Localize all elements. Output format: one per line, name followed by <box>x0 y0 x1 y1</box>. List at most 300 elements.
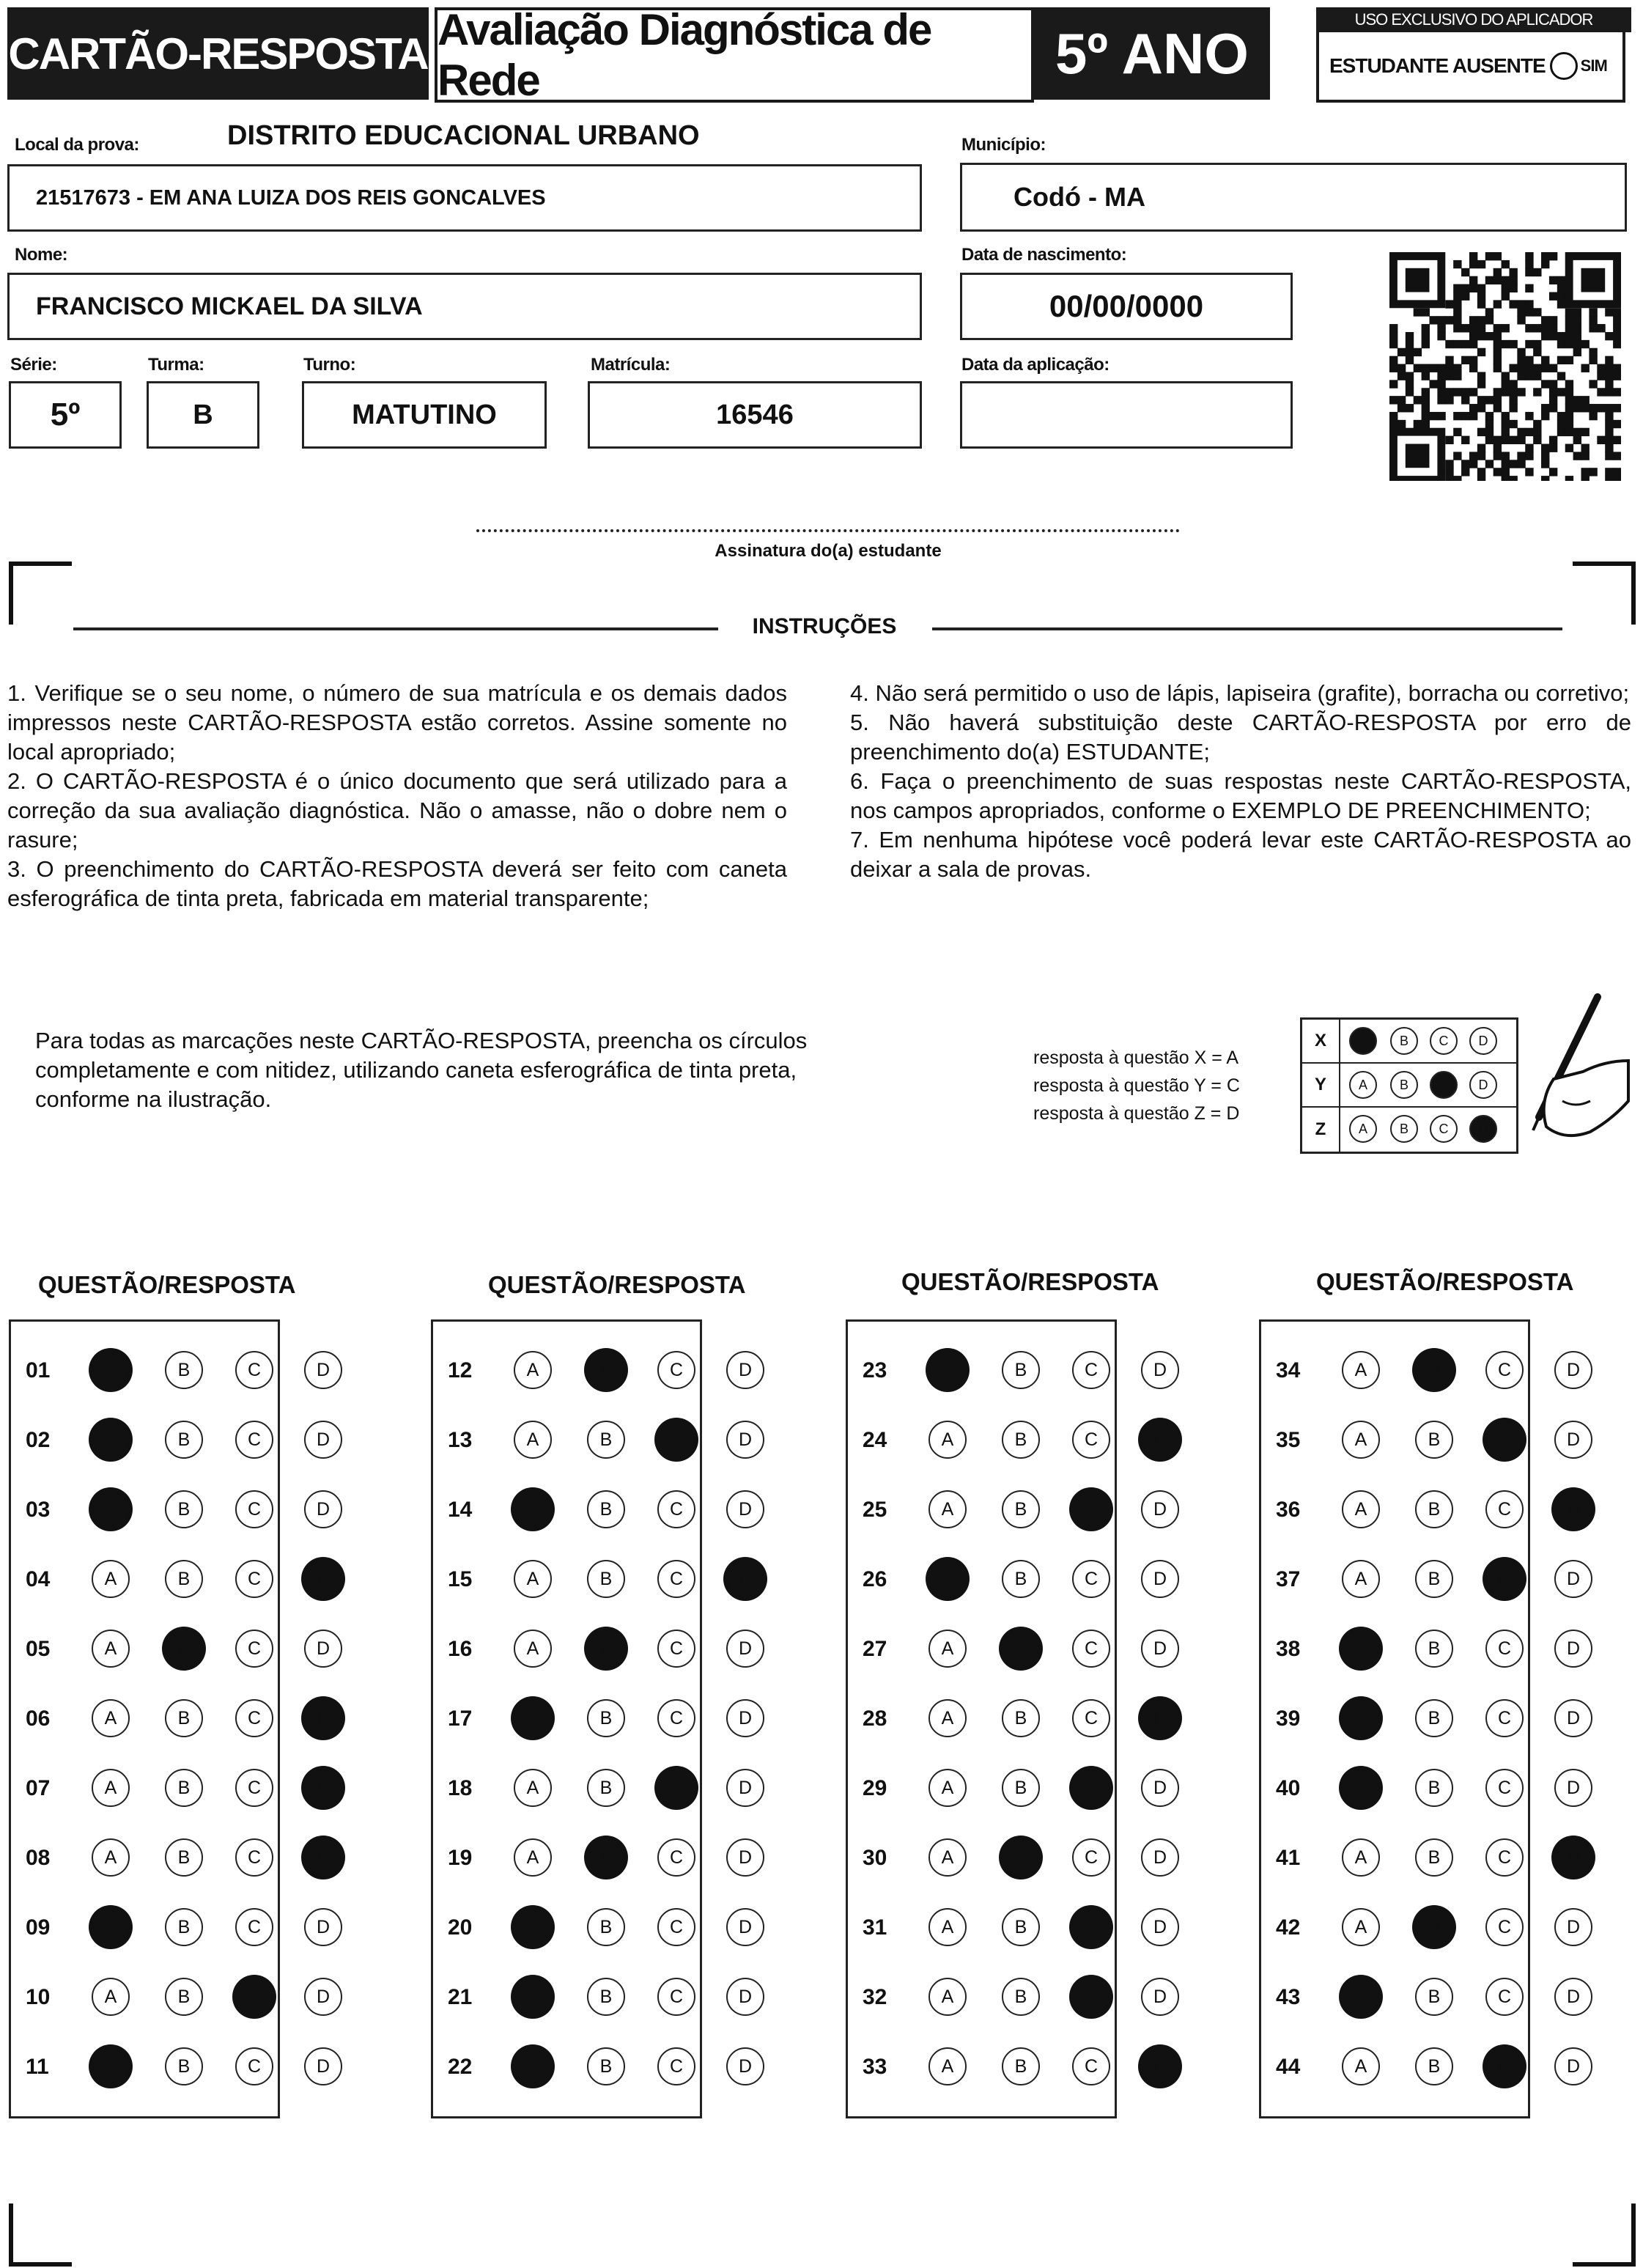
example-bubble-a: A <box>1349 1071 1377 1099</box>
instructions-title: INSTRUÇÕES <box>752 614 897 638</box>
pen-hand-icon <box>1495 991 1634 1152</box>
turno-label: Turno: <box>303 355 356 375</box>
example-line: resposta à questão Z = D <box>1033 1103 1240 1124</box>
answer-bubble-37-c[interactable]: C <box>1485 1560 1524 1598</box>
local-value: 21517673 - EM ANA LUIZA DOS REIS GONCALVES <box>36 185 546 210</box>
grade-banner: 5º ANO <box>1034 7 1270 100</box>
answer-row-06 <box>11 1686 331 1755</box>
matricula-value: 16546 <box>716 399 794 430</box>
question-number: 42 <box>1276 1915 1301 1940</box>
answer-bubble-10-b[interactable]: B <box>165 1978 203 2016</box>
answer-bubble-12-b[interactable]: B <box>587 1351 625 1389</box>
absent-checkbox[interactable] <box>1550 52 1578 80</box>
question-number: 17 <box>448 1706 473 1731</box>
answer-row-09 <box>11 1895 331 1964</box>
example-bubble-c: C <box>1430 1027 1458 1055</box>
local-label: Local da prova: <box>15 135 139 155</box>
answer-bubble-14-c[interactable]: C <box>657 1490 695 1528</box>
absent-label: ESTUDANTE AUSENTE <box>1329 54 1546 77</box>
example-bubble-a: A <box>1349 1027 1377 1055</box>
signature-label: Assinatura do(a) estudante <box>715 541 942 561</box>
answer-bubble-07-d[interactable]: D <box>304 1769 342 1807</box>
panel-title-2: QUESTÃO/RESPOSTA <box>488 1271 746 1298</box>
answer-row-31 <box>848 1895 1167 1964</box>
answer-bubble-06-d[interactable]: D <box>304 1699 342 1737</box>
answer-bubble-09-a[interactable]: A <box>92 1908 130 1946</box>
answer-row-29 <box>848 1756 1167 1825</box>
answer-bubble-44-a[interactable]: A <box>1342 2047 1380 2085</box>
qr-code-icon <box>1389 252 1621 481</box>
answer-bubble-29-d[interactable]: D <box>1141 1769 1179 1807</box>
answer-bubble-17-d[interactable]: D <box>726 1699 764 1737</box>
answer-bubble-23-b[interactable]: B <box>1002 1351 1040 1389</box>
answer-row-05 <box>11 1616 331 1685</box>
answer-bubble-31-a[interactable]: A <box>928 1908 967 1946</box>
answer-bubble-05-a[interactable]: A <box>92 1630 130 1668</box>
answer-bubble-43-d[interactable]: D <box>1554 1978 1592 2016</box>
answer-bubble-31-c[interactable]: C <box>1072 1908 1110 1946</box>
answer-bubble-44-d[interactable]: D <box>1554 2047 1592 2085</box>
answer-row-42 <box>1261 1895 1581 1964</box>
answer-bubble-19-d[interactable]: D <box>726 1838 764 1877</box>
question-number: 31 <box>863 1915 887 1940</box>
instructions-left <box>7 679 787 913</box>
example-row <box>1302 1064 1516 1108</box>
answer-bubble-25-d[interactable]: D <box>1141 1490 1179 1528</box>
example-line: resposta à questão X = A <box>1033 1048 1239 1068</box>
answer-bubble-10-c[interactable]: C <box>235 1978 273 2016</box>
instruction-item: 2. O CARTÃO-RESPOSTA é o único documento que será utilizado para a correção da sua avaliação diagnóstica. Não o amasse, não o dobre nem o rasure; <box>7 768 787 853</box>
exam-title: Avaliação Diagnóstica de Rede <box>435 7 1034 103</box>
instruction-item: 1. Verifique se o seu nome, o número de sua matrícula e os demais dados impressos neste CARTÃO-RESPOSTA estão corretos. Assine somente no local apropriado; <box>7 680 787 765</box>
turno-field <box>302 381 547 449</box>
answer-bubble-11-a[interactable]: A <box>92 2047 130 2085</box>
answer-panel-4 <box>1259 1319 1581 2118</box>
aplicacao-field[interactable] <box>960 381 1293 449</box>
example-key: Y <box>1302 1064 1340 1106</box>
question-number: 07 <box>26 1776 51 1800</box>
question-number: 01 <box>26 1358 51 1382</box>
question-number: 27 <box>863 1637 887 1661</box>
question-number: 25 <box>863 1498 887 1522</box>
answer-row-32 <box>848 1965 1167 2033</box>
answer-bubble-23-d[interactable]: D <box>1141 1351 1179 1389</box>
answer-bubble-24-d[interactable]: D <box>1141 1421 1179 1459</box>
answer-bubble-30-a[interactable]: A <box>928 1838 967 1877</box>
answer-bubble-38-d[interactable]: D <box>1554 1630 1592 1668</box>
local-header: DISTRITO EDUCACIONAL URBANO <box>227 120 700 151</box>
example-lines <box>1033 1044 1240 1127</box>
answer-bubble-21-a[interactable]: A <box>514 1978 552 2016</box>
answer-bubble-20-c[interactable]: C <box>657 1908 695 1946</box>
turno-value: MATUTINO <box>352 399 497 430</box>
answer-bubble-01-a[interactable]: A <box>92 1351 130 1389</box>
answer-bubble-09-d[interactable]: D <box>304 1908 342 1946</box>
answer-row-14 <box>433 1477 753 1546</box>
answer-bubble-04-b[interactable]: B <box>165 1560 203 1598</box>
answer-row-18 <box>433 1756 753 1825</box>
answer-bubble-34-b[interactable]: B <box>1415 1351 1453 1389</box>
answer-bubble-15-b[interactable]: B <box>587 1560 625 1598</box>
serie-value: 5º <box>50 397 81 432</box>
answer-bubble-40-d[interactable]: D <box>1554 1769 1592 1807</box>
answer-bubble-29-c[interactable]: C <box>1072 1769 1110 1807</box>
answer-bubble-30-b[interactable]: B <box>1002 1838 1040 1877</box>
answer-bubble-03-c[interactable]: C <box>235 1490 273 1528</box>
answer-row-10 <box>11 1965 331 2033</box>
answer-bubble-05-b[interactable]: B <box>165 1630 203 1668</box>
answer-bubble-38-c[interactable]: C <box>1485 1630 1524 1668</box>
instruction-item: 6. Faça o preenchimento de suas respostas neste CARTÃO-RESPOSTA, nos campos apropriados, conforme o EXEMPLO DE PREENCHIMENTO; <box>850 768 1631 823</box>
answer-bubble-20-b[interactable]: B <box>587 1908 625 1946</box>
answer-row-12 <box>433 1338 753 1407</box>
turma-value: B <box>193 399 213 430</box>
question-number: 02 <box>26 1428 51 1452</box>
answer-bubble-11-c[interactable]: C <box>235 2047 273 2085</box>
answer-bubble-33-a[interactable]: A <box>928 2047 967 2085</box>
answer-bubble-38-b[interactable]: B <box>1415 1630 1453 1668</box>
answer-bubble-04-a[interactable]: A <box>92 1560 130 1598</box>
answer-bubble-27-a[interactable]: A <box>928 1630 967 1668</box>
answer-bubble-10-d[interactable]: D <box>304 1978 342 2016</box>
answer-bubble-12-d[interactable]: D <box>726 1351 764 1389</box>
answer-bubble-40-a[interactable]: A <box>1342 1769 1380 1807</box>
answer-bubble-17-b[interactable]: B <box>587 1699 625 1737</box>
question-number: 32 <box>863 1985 887 2009</box>
answer-bubble-35-d[interactable]: D <box>1554 1421 1592 1459</box>
question-number: 03 <box>26 1498 51 1522</box>
answer-bubble-04-d[interactable]: D <box>304 1560 342 1598</box>
question-number: 08 <box>26 1846 51 1870</box>
answer-row-16 <box>433 1616 753 1685</box>
answer-bubble-16-a[interactable]: A <box>514 1630 552 1668</box>
answer-row-41 <box>1261 1825 1581 1894</box>
answer-bubble-03-d[interactable]: D <box>304 1490 342 1528</box>
answer-bubble-07-a[interactable]: A <box>92 1769 130 1807</box>
answer-bubble-02-a[interactable]: A <box>92 1421 130 1459</box>
answer-bubble-26-a[interactable]: A <box>928 1560 967 1598</box>
municipio-label: Município: <box>961 135 1046 155</box>
answer-bubble-29-a[interactable]: A <box>928 1769 967 1807</box>
answer-row-21 <box>433 1965 753 2033</box>
question-number: 14 <box>448 1498 473 1522</box>
answer-row-03 <box>11 1477 331 1546</box>
answer-bubble-32-a[interactable]: A <box>928 1978 967 2016</box>
answer-bubble-14-b[interactable]: B <box>587 1490 625 1528</box>
answer-row-33 <box>848 2034 1167 2103</box>
question-number: 26 <box>863 1567 887 1591</box>
example-key: Z <box>1302 1108 1340 1152</box>
answer-row-30 <box>848 1825 1167 1894</box>
answer-bubble-39-c[interactable]: C <box>1485 1699 1524 1737</box>
turma-field <box>147 381 259 449</box>
example-row <box>1302 1020 1516 1064</box>
example-bubble-d: D <box>1469 1071 1497 1099</box>
answer-bubble-19-c[interactable]: C <box>657 1838 695 1877</box>
answer-bubble-26-b[interactable]: B <box>1002 1560 1040 1598</box>
answer-bubble-02-b[interactable]: B <box>165 1421 203 1459</box>
answer-bubble-22-c[interactable]: C <box>657 2047 695 2085</box>
answer-bubble-13-c[interactable]: C <box>657 1421 695 1459</box>
answer-bubble-42-a[interactable]: A <box>1342 1908 1380 1946</box>
nome-label: Nome: <box>15 245 68 265</box>
answer-bubble-19-a[interactable]: A <box>514 1838 552 1877</box>
answer-bubble-41-b[interactable]: B <box>1415 1838 1453 1877</box>
answer-bubble-01-b[interactable]: B <box>165 1351 203 1389</box>
answer-bubble-23-c[interactable]: C <box>1072 1351 1110 1389</box>
matricula-field <box>588 381 922 449</box>
serie-label: Série: <box>10 355 57 375</box>
answer-bubble-17-a[interactable]: A <box>514 1699 552 1737</box>
answer-bubble-25-a[interactable]: A <box>928 1490 967 1528</box>
answer-bubble-09-c[interactable]: C <box>235 1908 273 1946</box>
instruction-item: 3. O preenchimento do CARTÃO-RESPOSTA deverá ser feito com caneta esferográfica de tinta preta, fabricada em material transparente; <box>7 856 787 911</box>
answer-bubble-01-c[interactable]: C <box>235 1351 273 1389</box>
question-number: 40 <box>1276 1776 1301 1800</box>
answer-bubble-25-c[interactable]: C <box>1072 1490 1110 1528</box>
answer-bubble-37-a[interactable]: A <box>1342 1560 1380 1598</box>
answer-bubble-16-b[interactable]: B <box>587 1630 625 1668</box>
answer-bubble-04-c[interactable]: C <box>235 1560 273 1598</box>
answer-bubble-37-b[interactable]: B <box>1415 1560 1453 1598</box>
answer-bubble-11-b[interactable]: B <box>165 2047 203 2085</box>
question-number: 35 <box>1276 1428 1301 1452</box>
answer-bubble-41-c[interactable]: C <box>1485 1838 1524 1877</box>
question-number: 28 <box>863 1706 887 1731</box>
answer-bubble-40-c[interactable]: C <box>1485 1769 1524 1807</box>
example-bubble-c: C <box>1430 1071 1458 1099</box>
answer-bubble-01-d[interactable]: D <box>304 1351 342 1389</box>
corner-mark-bottom-right <box>1573 2203 1636 2267</box>
answer-row-15 <box>433 1547 753 1616</box>
serie-field <box>9 381 122 449</box>
answer-bubble-03-a[interactable]: A <box>92 1490 130 1528</box>
answer-row-23 <box>848 1338 1167 1407</box>
answer-bubble-09-b[interactable]: B <box>165 1908 203 1946</box>
answer-bubble-35-a[interactable]: A <box>1342 1421 1380 1459</box>
answer-bubble-33-b[interactable]: B <box>1002 2047 1040 2085</box>
answer-bubble-15-d[interactable]: D <box>726 1560 764 1598</box>
answer-bubble-16-c[interactable]: C <box>657 1630 695 1668</box>
answer-row-11 <box>11 2034 331 2103</box>
answer-bubble-13-a[interactable]: A <box>514 1421 552 1459</box>
answer-bubble-20-a[interactable]: A <box>514 1908 552 1946</box>
answer-bubble-06-b[interactable]: B <box>165 1699 203 1737</box>
question-number: 04 <box>26 1567 51 1591</box>
answer-bubble-34-a[interactable]: A <box>1342 1351 1380 1389</box>
answer-bubble-32-b[interactable]: B <box>1002 1978 1040 2016</box>
answer-bubble-21-c[interactable]: C <box>657 1978 695 2016</box>
answer-bubble-22-a[interactable]: A <box>514 2047 552 2085</box>
answer-row-19 <box>433 1825 753 1894</box>
answer-bubble-35-c[interactable]: C <box>1485 1421 1524 1459</box>
question-number: 15 <box>448 1567 473 1591</box>
answer-bubble-24-a[interactable]: A <box>928 1421 967 1459</box>
answer-bubble-44-b[interactable]: B <box>1415 2047 1453 2085</box>
answer-bubble-28-c[interactable]: C <box>1072 1699 1110 1737</box>
answer-row-38 <box>1261 1616 1581 1685</box>
answer-row-37 <box>1261 1547 1581 1616</box>
answer-bubble-14-a[interactable]: A <box>514 1490 552 1528</box>
nome-value: FRANCISCO MICKAEL DA SILVA <box>36 292 423 320</box>
answer-bubble-02-d[interactable]: D <box>304 1421 342 1459</box>
answer-bubble-05-d[interactable]: D <box>304 1630 342 1668</box>
answer-bubble-43-c[interactable]: C <box>1485 1978 1524 2016</box>
answer-row-36 <box>1261 1477 1581 1546</box>
answer-bubble-39-b[interactable]: B <box>1415 1699 1453 1737</box>
answer-bubble-13-b[interactable]: B <box>587 1421 625 1459</box>
example-bubble-c: C <box>1430 1115 1458 1143</box>
answer-bubble-18-c[interactable]: C <box>657 1769 695 1807</box>
panel-title-1: QUESTÃO/RESPOSTA <box>38 1271 296 1298</box>
municipio-field <box>960 163 1627 232</box>
matricula-label: Matrícula: <box>591 355 671 375</box>
answer-bubble-07-b[interactable]: B <box>165 1769 203 1807</box>
answer-bubble-24-b[interactable]: B <box>1002 1421 1040 1459</box>
answer-bubble-12-c[interactable]: C <box>657 1351 695 1389</box>
answer-bubble-27-b[interactable]: B <box>1002 1630 1040 1668</box>
answer-bubble-19-b[interactable]: B <box>587 1838 625 1877</box>
answer-panel-3 <box>846 1319 1167 2118</box>
answer-bubble-13-d[interactable]: D <box>726 1421 764 1459</box>
question-number: 06 <box>26 1706 51 1731</box>
card-title: CARTÃO-RESPOSTA <box>7 7 429 100</box>
answer-bubble-42-c[interactable]: C <box>1485 1908 1524 1946</box>
answer-bubble-06-a[interactable]: A <box>92 1699 130 1737</box>
answer-bubble-10-a[interactable]: A <box>92 1978 130 2016</box>
answer-bubble-32-d[interactable]: D <box>1141 1978 1179 2016</box>
answer-bubble-06-c[interactable]: C <box>235 1699 273 1737</box>
question-number: 09 <box>26 1915 51 1940</box>
answer-bubble-41-a[interactable]: A <box>1342 1838 1380 1877</box>
answer-bubble-08-a[interactable]: A <box>92 1838 130 1877</box>
answer-bubble-05-c[interactable]: C <box>235 1630 273 1668</box>
answer-bubble-43-b[interactable]: B <box>1415 1978 1453 2016</box>
answer-bubble-36-a[interactable]: A <box>1342 1490 1380 1528</box>
answer-bubble-24-c[interactable]: C <box>1072 1421 1110 1459</box>
answer-bubble-17-c[interactable]: C <box>657 1699 695 1737</box>
answer-row-02 <box>11 1407 331 1476</box>
instruction-item: 7. Em nenhuma hipótese você poderá levar este CARTÃO-RESPOSTA ao deixar a sala de provas. <box>850 827 1631 882</box>
answer-bubble-18-d[interactable]: D <box>726 1769 764 1807</box>
answer-bubble-21-d[interactable]: D <box>726 1978 764 2016</box>
answer-bubble-42-b[interactable]: B <box>1415 1908 1453 1946</box>
answer-bubble-31-d[interactable]: D <box>1141 1908 1179 1946</box>
answer-bubble-35-b[interactable]: B <box>1415 1421 1453 1459</box>
question-number: 33 <box>863 2055 887 2079</box>
answer-bubble-16-d[interactable]: D <box>726 1630 764 1668</box>
example-bubble-d: D <box>1469 1027 1497 1055</box>
answer-bubble-39-a[interactable]: A <box>1342 1699 1380 1737</box>
answer-bubble-36-c[interactable]: C <box>1485 1490 1524 1528</box>
answer-bubble-27-d[interactable]: D <box>1141 1630 1179 1668</box>
nome-field <box>7 273 922 340</box>
answer-bubble-44-c[interactable]: C <box>1485 2047 1524 2085</box>
answer-bubble-31-b[interactable]: B <box>1002 1908 1040 1946</box>
example-row <box>1302 1108 1516 1152</box>
example-bubble-d: D <box>1469 1115 1497 1143</box>
answer-row-22 <box>433 2034 753 2103</box>
answer-bubble-11-d[interactable]: D <box>304 2047 342 2085</box>
answer-bubble-33-d[interactable]: D <box>1141 2047 1179 2085</box>
answer-bubble-15-a[interactable]: A <box>514 1560 552 1598</box>
answer-bubble-38-a[interactable]: A <box>1342 1630 1380 1668</box>
answer-bubble-23-a[interactable]: A <box>928 1351 967 1389</box>
answer-bubble-21-b[interactable]: B <box>587 1978 625 2016</box>
answer-row-08 <box>11 1825 331 1894</box>
answer-bubble-18-a[interactable]: A <box>514 1769 552 1807</box>
answer-bubble-37-d[interactable]: D <box>1554 1560 1592 1598</box>
answer-bubble-03-b[interactable]: B <box>165 1490 203 1528</box>
answer-bubble-40-b[interactable]: B <box>1415 1769 1453 1807</box>
answer-bubble-41-d[interactable]: D <box>1554 1838 1592 1877</box>
answer-bubble-36-b[interactable]: B <box>1415 1490 1453 1528</box>
answer-bubble-22-d[interactable]: D <box>726 2047 764 2085</box>
answer-row-04 <box>11 1547 331 1616</box>
answer-bubble-02-c[interactable]: C <box>235 1421 273 1459</box>
question-number: 13 <box>448 1428 473 1452</box>
answer-bubble-15-c[interactable]: C <box>657 1560 695 1598</box>
answer-bubble-33-c[interactable]: C <box>1072 2047 1110 2085</box>
answer-row-07 <box>11 1756 331 1825</box>
aplicador-title: USO EXCLUSIVO DO APLICADOR <box>1316 7 1631 32</box>
question-number: 30 <box>863 1846 887 1870</box>
answer-bubble-14-d[interactable]: D <box>726 1490 764 1528</box>
answer-bubble-29-b[interactable]: B <box>1002 1769 1040 1807</box>
answer-bubble-28-d[interactable]: D <box>1141 1699 1179 1737</box>
nascimento-field <box>960 273 1293 340</box>
answer-bubble-25-b[interactable]: B <box>1002 1490 1040 1528</box>
absent-field <box>1316 32 1625 103</box>
corner-mark-top-left <box>9 562 72 625</box>
answer-bubble-42-d[interactable]: D <box>1554 1908 1592 1946</box>
answer-bubble-43-a[interactable]: A <box>1342 1978 1380 2016</box>
answer-bubble-32-c[interactable]: C <box>1072 1978 1110 2016</box>
answer-row-40 <box>1261 1756 1581 1825</box>
answer-bubble-08-b[interactable]: B <box>165 1838 203 1877</box>
question-number: 24 <box>863 1428 887 1452</box>
turma-label: Turma: <box>148 355 204 375</box>
answer-bubble-08-d[interactable]: D <box>304 1838 342 1877</box>
answer-bubble-34-d[interactable]: D <box>1554 1351 1592 1389</box>
answer-bubble-39-d[interactable]: D <box>1554 1699 1592 1737</box>
answer-bubble-30-c[interactable]: C <box>1072 1838 1110 1877</box>
answer-bubble-26-c[interactable]: C <box>1072 1560 1110 1598</box>
aplicador-box <box>1316 7 1631 103</box>
answer-bubble-18-b[interactable]: B <box>587 1769 625 1807</box>
answer-bubble-28-b[interactable]: B <box>1002 1699 1040 1737</box>
nascimento-value: 00/00/0000 <box>1049 289 1204 323</box>
answer-bubble-08-c[interactable]: C <box>235 1838 273 1877</box>
answer-bubble-07-c[interactable]: C <box>235 1769 273 1807</box>
instructions-rule-left <box>73 627 718 630</box>
answer-bubble-28-a[interactable]: A <box>928 1699 967 1737</box>
question-number: 16 <box>448 1637 473 1661</box>
answer-bubble-30-d[interactable]: D <box>1141 1838 1179 1877</box>
answer-bubble-20-d[interactable]: D <box>726 1908 764 1946</box>
question-number: 44 <box>1276 2055 1301 2079</box>
answer-bubble-34-c[interactable]: C <box>1485 1351 1524 1389</box>
answer-bubble-22-b[interactable]: B <box>587 2047 625 2085</box>
answer-bubble-27-c[interactable]: C <box>1072 1630 1110 1668</box>
answer-panel-1 <box>9 1319 331 2118</box>
answer-bubble-26-d[interactable]: D <box>1141 1560 1179 1598</box>
answer-bubble-12-a[interactable]: A <box>514 1351 552 1389</box>
answer-row-28 <box>848 1686 1167 1755</box>
answer-row-13 <box>433 1407 753 1476</box>
answer-bubble-36-d[interactable]: D <box>1554 1490 1592 1528</box>
signature-line <box>476 529 1180 532</box>
